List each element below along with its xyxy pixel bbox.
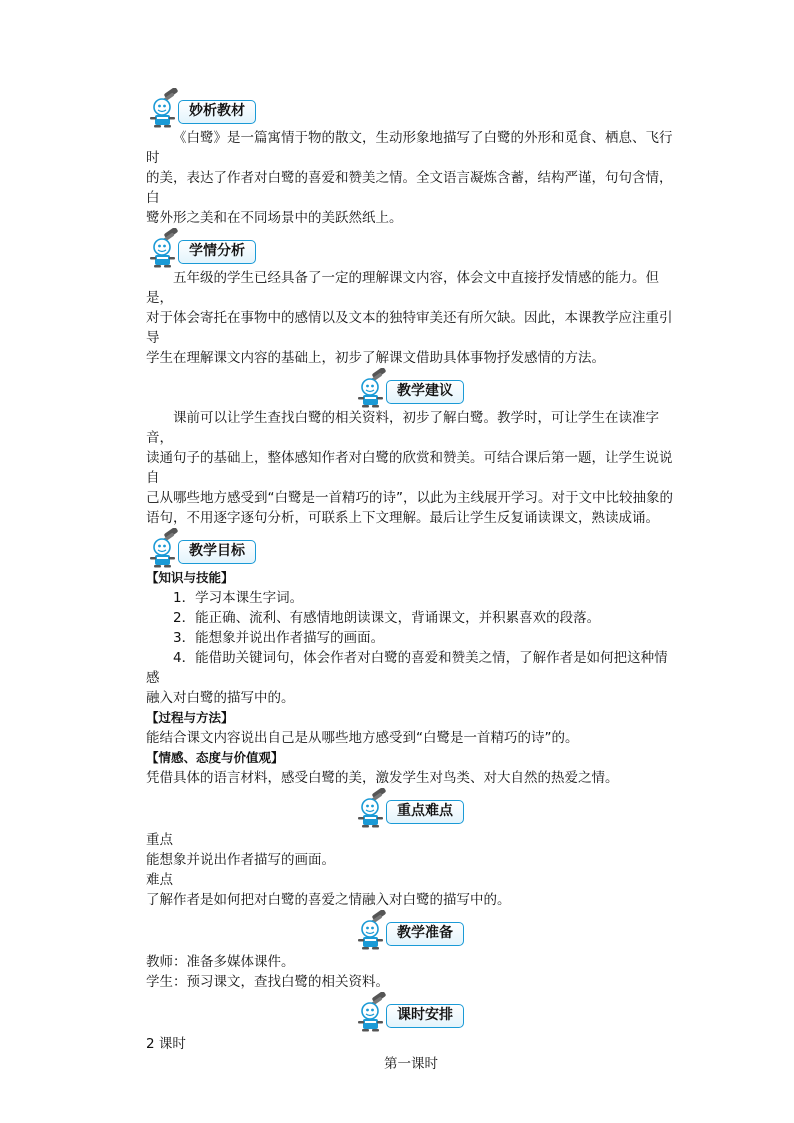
section-title: 重点难点 — [386, 800, 464, 824]
subheading-emotion-values: 【情感、态度与价值观】 — [146, 750, 284, 765]
paragraph-line: 读通句子的基础上，整体感知作者对白鹭的欣赏和赞美。可结合课后第一题，让学生说说自 — [146, 450, 673, 486]
pencil-mascot-icon — [354, 992, 390, 1032]
section-title: 教学建议 — [386, 380, 464, 404]
paragraph-line: 五年级的学生已经具备了一定的理解课文内容，体会文中直接抒发情感的能力。但是， — [146, 270, 659, 306]
section-title: 妙析教材 — [178, 100, 256, 124]
emotion-text: 凭借具体的语言材料，感受白鹭的美，激发学生对鸟类、对大自然的热爱之情。 — [146, 770, 619, 786]
section-title: 教学准备 — [386, 922, 464, 946]
objective-item: 3．能想象并说出作者描写的画面。 — [173, 630, 385, 646]
objective-item-continued: 融入对白鹭的描写中的。 — [146, 690, 295, 706]
section-header-teaching-suggestions — [354, 368, 464, 408]
section-title: 课时安排 — [386, 1004, 464, 1028]
pencil-mascot-icon — [146, 528, 182, 568]
pencil-mascot-icon — [146, 228, 182, 268]
paragraph-line: 鹭外形之美和在不同场景中的美跃然纸上。 — [146, 210, 403, 226]
pencil-mascot-icon — [146, 88, 182, 128]
teacher-preparation: 教师：准备多媒体课件。 — [146, 954, 295, 970]
section-header-learner-analysis — [146, 228, 676, 268]
pencil-mascot-icon — [354, 788, 390, 828]
section-title: 教学目标 — [178, 540, 256, 564]
section-header-class-schedule — [354, 992, 464, 1032]
difficulty-label: 难点 — [146, 872, 173, 888]
paragraph-line: 《白鹭》是一篇寓情于物的散文，生动形象地描写了白鹭的外形和觅食、栖息、飞行时 — [146, 130, 673, 166]
section-header-teaching-preparation — [354, 910, 464, 950]
student-preparation: 学生：预习课文，查找白鹭的相关资料。 — [146, 974, 389, 990]
subheading-process-methods: 【过程与方法】 — [146, 710, 234, 725]
first-period-heading: 第一课时 — [384, 1056, 438, 1072]
paragraph-line: 课前可以让学生查找白鹭的相关资料，初步了解白鹭。教学时，可让学生在读准字音， — [146, 410, 659, 446]
period-count: 2 课时 — [146, 1036, 186, 1052]
pencil-mascot-icon — [354, 910, 390, 950]
difficulty-text: 了解作者是如何把对白鹭的喜爱之情融入对白鹭的描写中的。 — [146, 892, 511, 908]
key-point-text: 能想象并说出作者描写的画面。 — [146, 852, 335, 868]
objective-item: 4．能借助关键词句，体会作者对白鹭的喜爱和赞美之情，了解作者是如何把这种情感 — [146, 650, 668, 686]
objective-item: 2．能正确、流利、有感情地朗读课文，背诵课文，并积累喜欢的段落。 — [173, 610, 601, 626]
process-text: 能结合课文内容说出自己是从哪些地方感受到“白鹭是一首精巧的诗”的。 — [146, 730, 579, 746]
paragraph-line: 对于体会寄托在事物中的感情以及文本的独特审美还有所欠缺。因此，本课教学应注重引导 — [146, 310, 673, 346]
section-title: 学情分析 — [178, 240, 256, 264]
section-header-teaching-objectives — [146, 528, 676, 568]
section-header-textbook-analysis — [146, 88, 676, 128]
paragraph-line: 的美，表达了作者对白鹭的喜爱和赞美之情。全文语言凝炼含蓄，结构严谨，句句含情，白 — [146, 170, 673, 206]
paragraph-line: 己从哪些地方感受到“白鹭是一首精巧的诗”，以此为主线展开学习。对于文中比较抽象的 — [146, 490, 673, 506]
subheading-knowledge-skills: 【知识与技能】 — [146, 570, 234, 585]
section-header-key-difficult-points — [354, 788, 464, 828]
paragraph-line: 语句，不用逐字逐句分析，可联系上下文理解。最后让学生反复诵读课文，熟读成诵。 — [146, 510, 659, 526]
key-point-label: 重点 — [146, 832, 173, 848]
objective-item: 1．学习本课生字词。 — [173, 590, 304, 606]
lesson-plan-content — [146, 88, 676, 1074]
pencil-mascot-icon — [354, 368, 390, 408]
paragraph-line: 学生在理解课文内容的基础上，初步了解课文借助具体事物抒发感情的方法。 — [146, 350, 605, 366]
